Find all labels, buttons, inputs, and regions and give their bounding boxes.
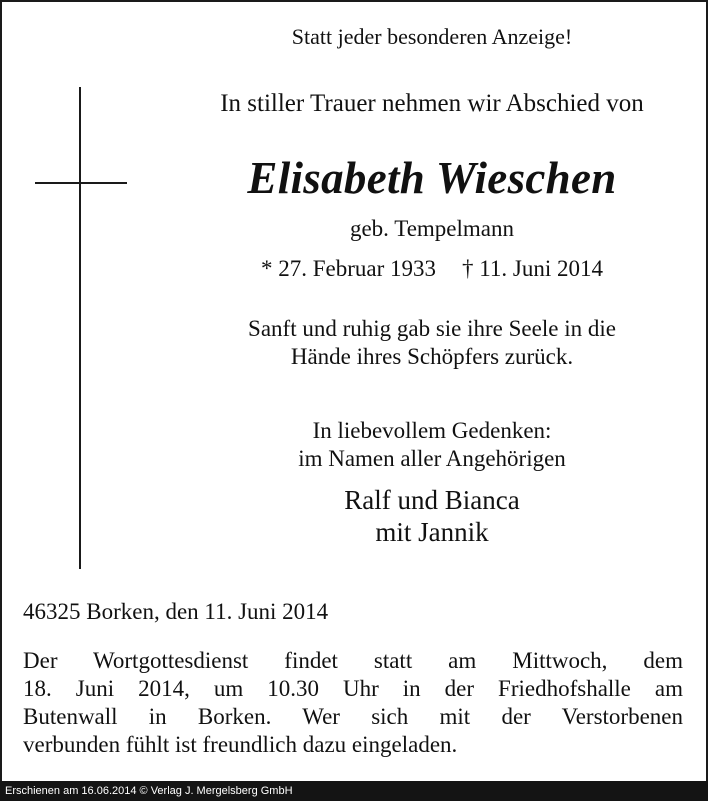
place-date: 46325 Borken, den 11. Juni 2014	[23, 599, 329, 624]
mourner-line: Ralf und Bianca	[344, 485, 520, 515]
memory-text	[142, 417, 708, 473]
notice-header: Statt jeder besonderen Anzeige!	[291, 24, 573, 49]
publication-footer: Erschienen am 16.06.2014 © Verlag J. Mergelsberg GmbH	[0, 781, 708, 801]
service-line: Butenwall in Borken. Wer sich mit der Verstorbenen	[23, 704, 683, 729]
cross-icon	[79, 87, 81, 569]
life-dates	[142, 256, 708, 282]
cross-icon-crossbar	[35, 182, 127, 184]
mourners	[142, 484, 708, 548]
verse	[142, 315, 708, 371]
memory-line: im Namen aller Angehörigen	[298, 446, 566, 471]
memory-line: In liebevollem Gedenken:	[312, 418, 552, 443]
notice-intro: In stiller Trauer nehmen wir Abschied von	[220, 90, 644, 117]
verse-line: Hände ihres Schöpfers zurück.	[290, 344, 574, 369]
deceased-name: Elisabeth Wieschen	[247, 153, 617, 203]
maiden-name: geb. Tempelmann	[349, 216, 515, 241]
service-line: 18. Juni 2014, um 10.30 Uhr in der Friedhofshalle am	[23, 676, 683, 701]
service-line: Der Wortgottesdienst findet statt am Mittwoch, dem	[23, 648, 683, 673]
death-date: † 11. Juni 2014	[462, 256, 604, 281]
verse-line: Sanft und ruhig gab sie ihre Seele in die	[248, 316, 616, 341]
mourner-line: mit Jannik	[375, 517, 489, 547]
service-announcement	[23, 647, 683, 759]
birth-date: * 27. Februar 1933	[260, 256, 437, 281]
service-line: verbunden fühlt ist freundlich dazu eingeladen.	[23, 732, 458, 757]
